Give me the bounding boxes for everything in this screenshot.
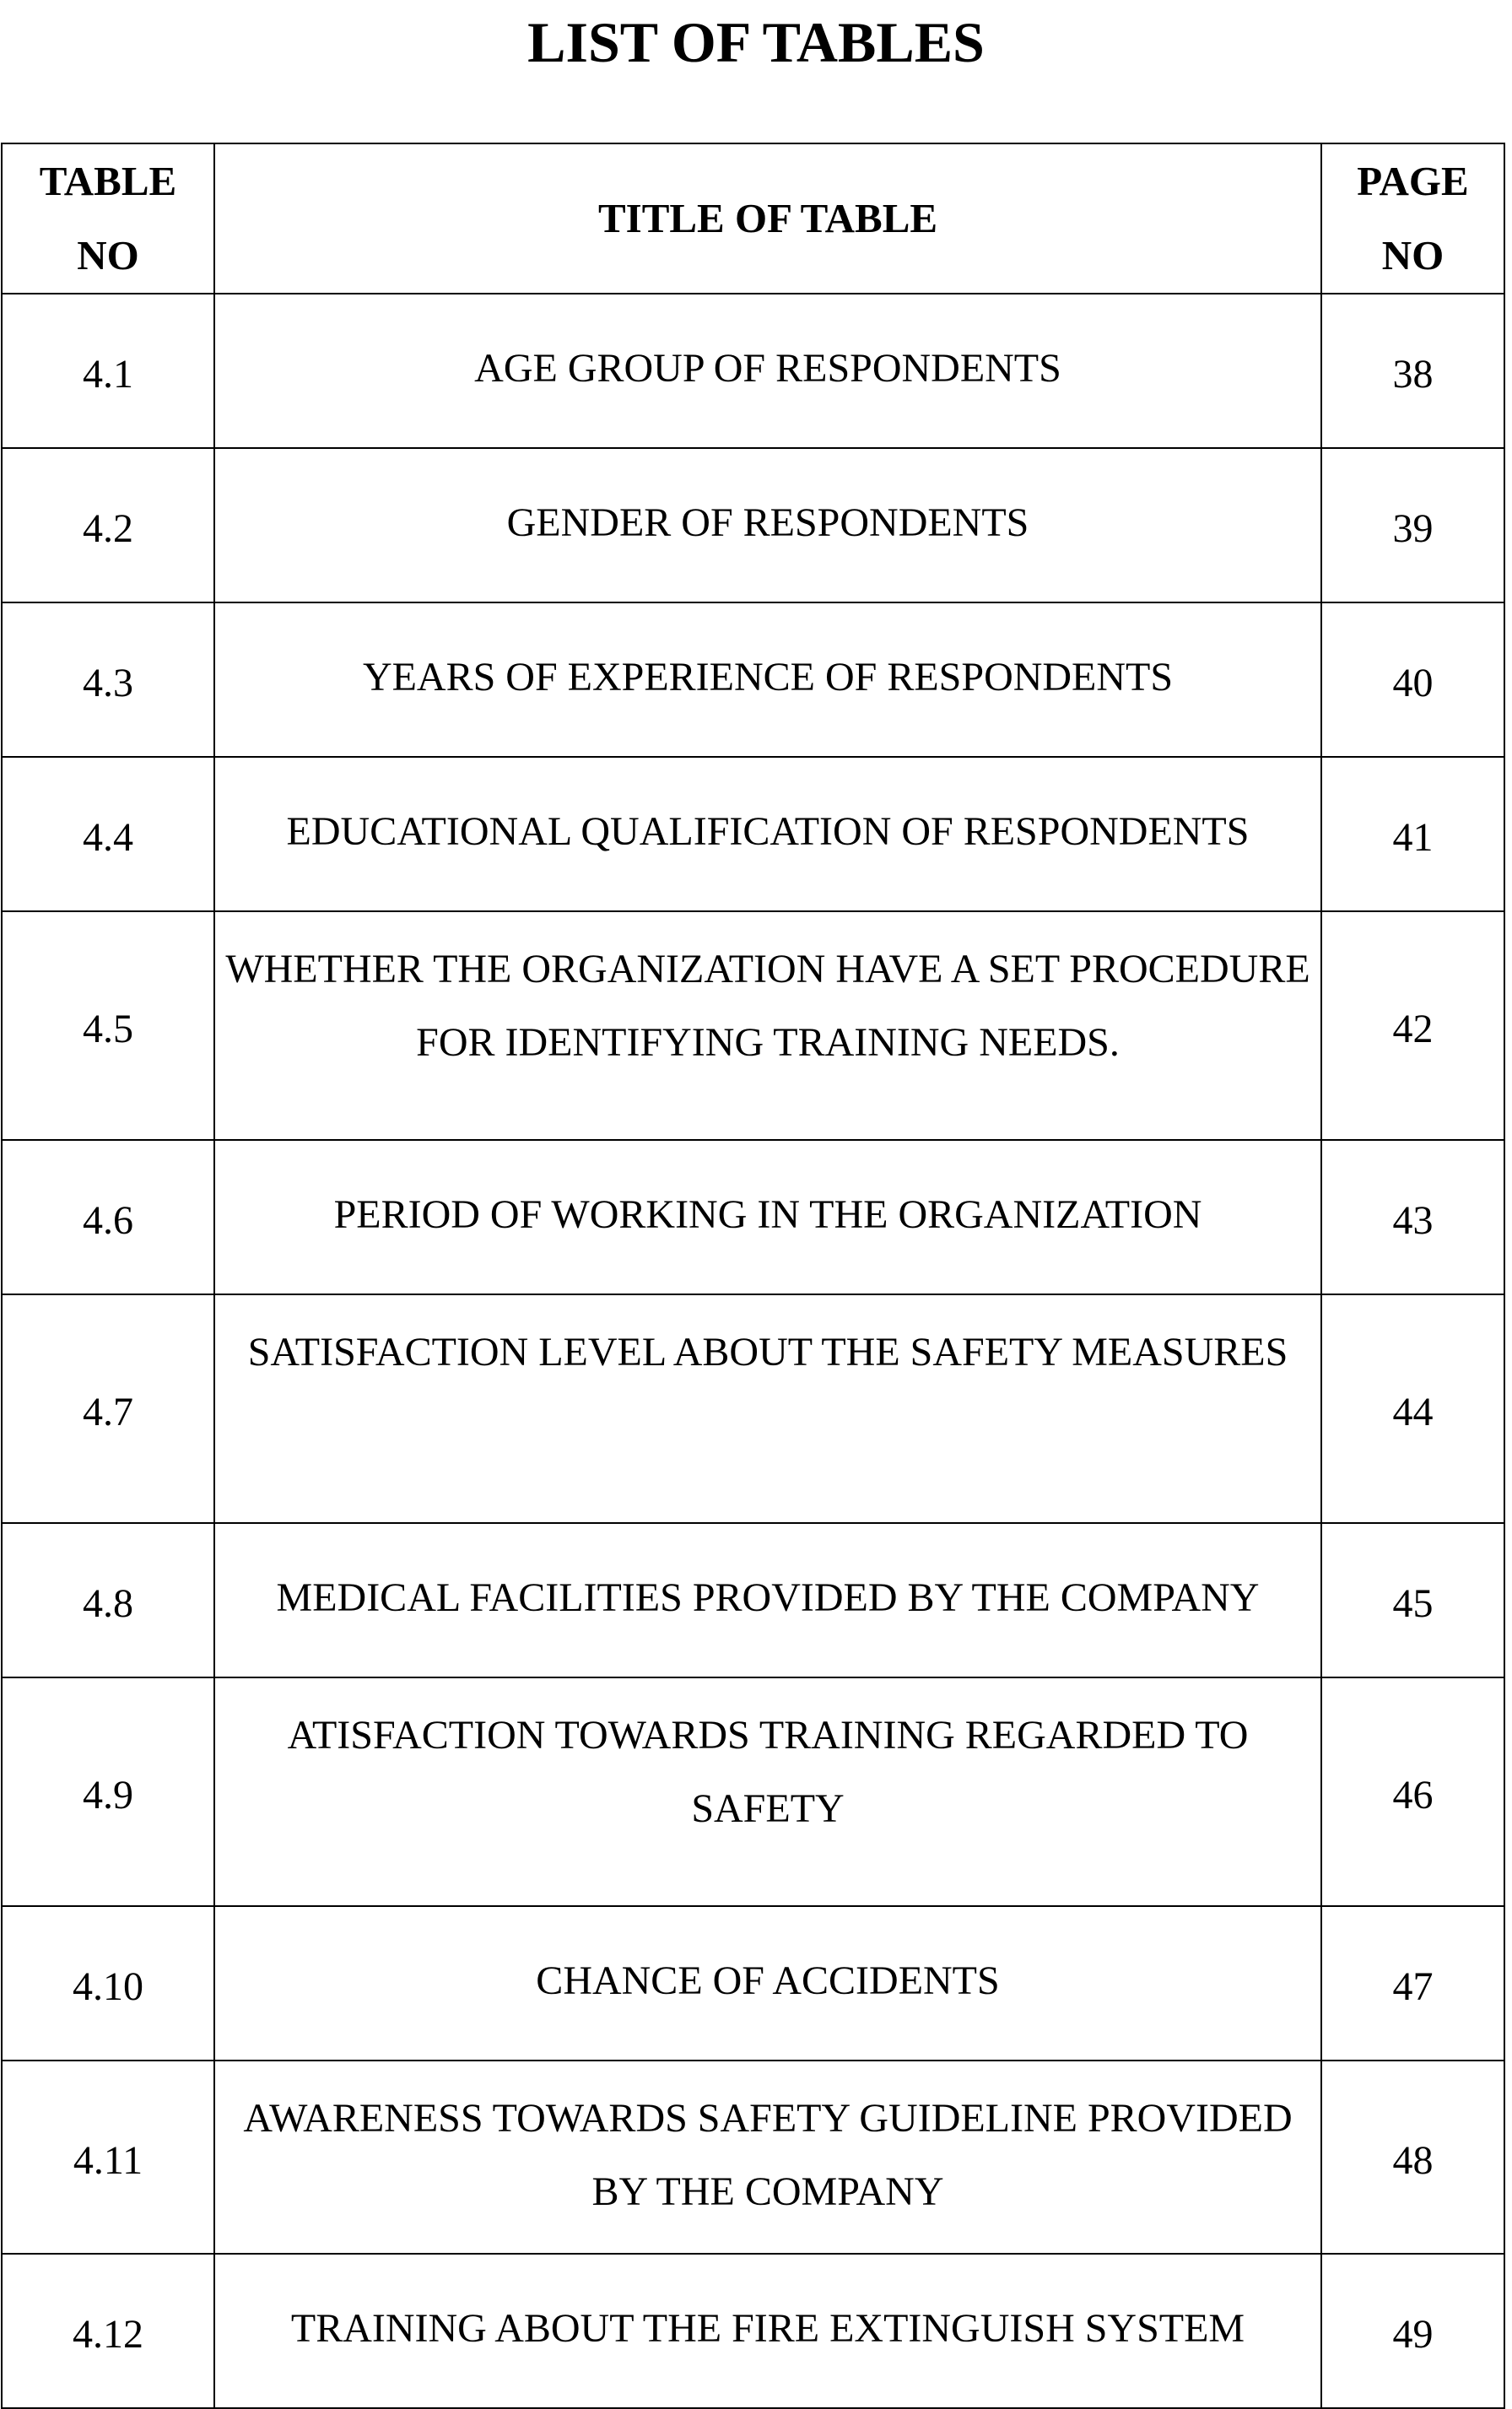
table-row	[2, 602, 1504, 757]
column-header-page-no-line1: PAGE	[1357, 158, 1469, 204]
table-row	[2, 757, 1504, 911]
page-number: 39	[1321, 448, 1504, 602]
table-title: CHANCE OF ACCIDENTS	[214, 1906, 1321, 2061]
table-row	[2, 448, 1504, 602]
column-header-page-no	[1321, 143, 1504, 294]
page-number: 49	[1321, 2254, 1504, 2408]
column-header-page-no-line2: NO	[1381, 232, 1444, 278]
table-title: TRAINING ABOUT THE FIRE EXTINGUISH SYSTEM	[214, 2254, 1321, 2408]
table-number: 4.10	[2, 1906, 214, 2061]
page-number: 48	[1321, 2061, 1504, 2254]
table-title: GENDER OF RESPONDENTS	[214, 448, 1321, 602]
table-row	[2, 1294, 1504, 1523]
table-title: PERIOD OF WORKING IN THE ORGANIZATION	[214, 1140, 1321, 1294]
table-number: 4.12	[2, 2254, 214, 2408]
table-title: EDUCATIONAL QUALIFICATION OF RESPONDENTS	[214, 757, 1321, 911]
table-title: ATISFACTION TOWARDS TRAINING REGARDED TO SAFETY	[214, 1677, 1321, 1906]
page-number: 46	[1321, 1677, 1504, 1906]
page-number: 40	[1321, 602, 1504, 757]
table-title: MEDICAL FACILITIES PROVIDED BY THE COMPANY	[214, 1523, 1321, 1677]
table-number: 4.7	[2, 1294, 214, 1523]
table-row	[2, 1140, 1504, 1294]
page-title: LIST OF TABLES	[527, 10, 985, 74]
table-header-row	[2, 143, 1504, 294]
table-row	[2, 294, 1504, 448]
table-row	[2, 911, 1504, 1140]
table-number: 4.2	[2, 448, 214, 602]
table-number: 4.1	[2, 294, 214, 448]
table-row	[2, 1906, 1504, 2061]
table-title: AGE GROUP OF RESPONDENTS	[214, 294, 1321, 448]
column-header-title: TITLE OF TABLE	[214, 143, 1321, 294]
table-number: 4.11	[2, 2061, 214, 2254]
table-number: 4.8	[2, 1523, 214, 1677]
page-number: 44	[1321, 1294, 1504, 1523]
table-row	[2, 2061, 1504, 2254]
table-title: SATISFACTION LEVEL ABOUT THE SAFETY MEASURES	[214, 1294, 1321, 1523]
page-number: 42	[1321, 911, 1504, 1140]
table-number: 4.3	[2, 602, 214, 757]
table-number: 4.6	[2, 1140, 214, 1294]
page-number: 47	[1321, 1906, 1504, 2061]
list-of-tables	[1, 143, 1505, 2409]
table-title: WHETHER THE ORGANIZATION HAVE A SET PROCEDURE FOR IDENTIFYING TRAINING NEEDS.	[214, 911, 1321, 1140]
table-row	[2, 2254, 1504, 2408]
page-number: 38	[1321, 294, 1504, 448]
page-number: 45	[1321, 1523, 1504, 1677]
column-header-table-no-line2: NO	[77, 232, 139, 278]
column-header-table-no	[2, 143, 214, 294]
column-header-table-no-line1: TABLE	[39, 158, 177, 204]
table-number: 4.9	[2, 1677, 214, 1906]
table-row	[2, 1523, 1504, 1677]
table-number: 4.4	[2, 757, 214, 911]
table-row	[2, 1677, 1504, 1906]
page-number: 43	[1321, 1140, 1504, 1294]
table-title: AWARENESS TOWARDS SAFETY GUIDELINE PROVIDED BY THE COMPANY	[214, 2061, 1321, 2254]
table-number: 4.5	[2, 911, 214, 1140]
page-number: 41	[1321, 757, 1504, 911]
table-title: YEARS OF EXPERIENCE OF RESPONDENTS	[214, 602, 1321, 757]
